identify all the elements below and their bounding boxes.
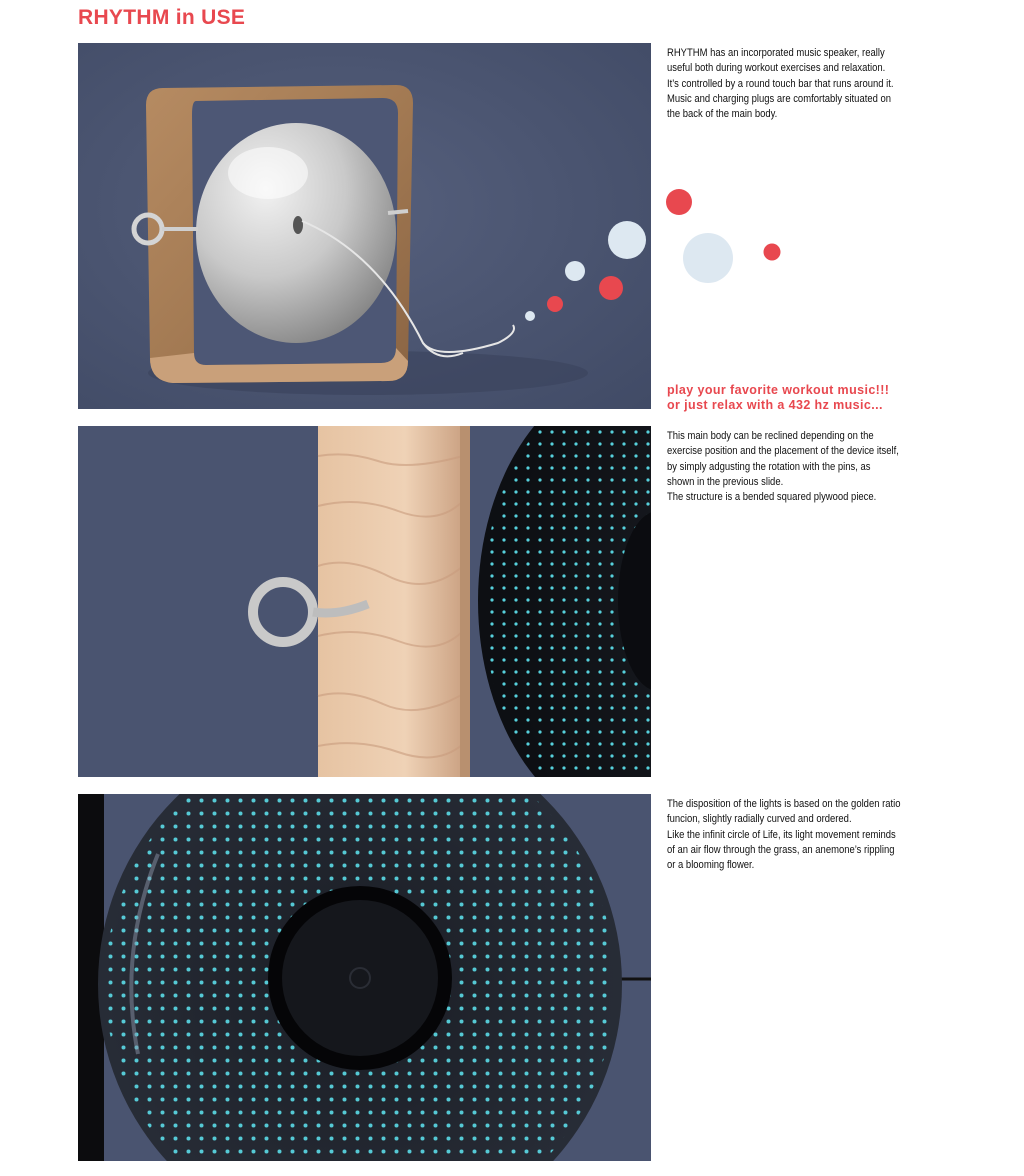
render-speaker-in-frame: [78, 43, 651, 409]
light-bubble: [683, 233, 733, 283]
tagline: [667, 383, 889, 412]
text-line: This main body can be reclined depending on the: [667, 430, 874, 442]
page-title: RHYTHM in USE: [78, 6, 246, 29]
text-line: useful both during workout exercises and relaxation.: [667, 62, 886, 75]
section2-description: [667, 429, 951, 505]
text-line: funcion, slightly radially curved and ordered.: [667, 813, 852, 826]
text-line: exercise position and the placement of the device itself,: [667, 445, 899, 458]
render-pin-closeup: [78, 426, 651, 777]
render-led-face: [78, 794, 651, 1161]
tagline-line: or just relax with a 432 hz music...: [667, 397, 883, 412]
section3-description: [667, 797, 951, 873]
section1-description: [667, 46, 942, 122]
text-line: by simply adgusting the rotation with the pins, as: [667, 460, 871, 473]
red-bubble: [666, 189, 692, 215]
text-line: The structure is a bended squared plywood piece.: [667, 491, 877, 504]
text-line: RHYTHM has an incorporated music speaker, really: [667, 47, 885, 59]
text-line: It’s controlled by a round touch bar that runs around it.: [667, 77, 894, 90]
text-line: Music and charging plugs are comfortably situated on: [667, 92, 892, 105]
tagline-line: play your favorite workout music!!!: [667, 383, 890, 397]
text-line: of an air flow through the grass, an anemone’s rippling: [667, 843, 895, 856]
text-line: shown in the previous slide.: [667, 475, 784, 488]
red-bubble: [764, 244, 781, 261]
text-line: Like the infinit circle of Life, its light movement reminds: [667, 828, 896, 841]
text-line: The disposition of the lights is based on the golden ratio: [667, 798, 901, 810]
text-line: or a blooming flower.: [667, 859, 755, 872]
text-line: the back of the main body.: [667, 108, 778, 121]
